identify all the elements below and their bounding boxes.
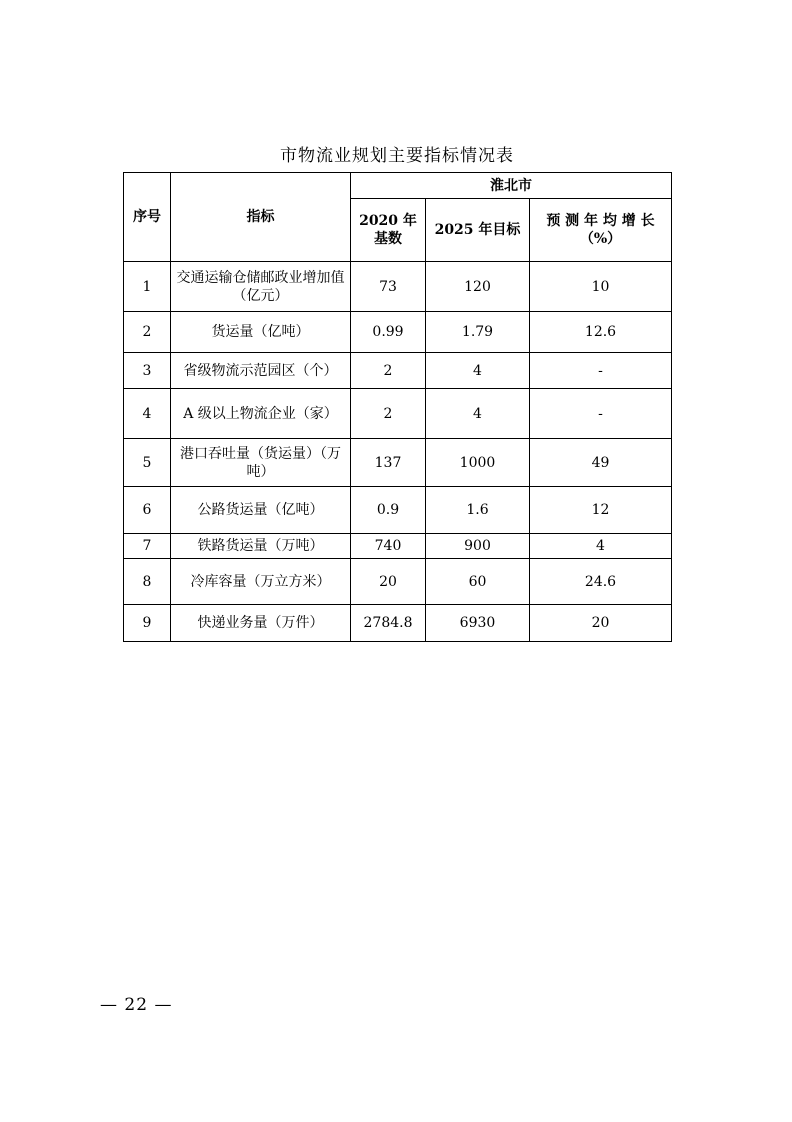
cell-indicator: 冷库容量（万立方米） (171, 559, 351, 605)
indicator-table (123, 172, 672, 642)
cell-target: 120 (426, 262, 530, 312)
header-indicator: 指标 (171, 173, 351, 262)
table-row (124, 312, 672, 353)
cell-base: 2 (351, 389, 426, 439)
cell-seq: 7 (124, 534, 171, 559)
cell-indicator: 省级物流示范园区（个） (171, 353, 351, 389)
cell-seq: 3 (124, 353, 171, 389)
cell-seq: 1 (124, 262, 171, 312)
page-number: — 22 — (100, 995, 173, 1015)
cell-base: 73 (351, 262, 426, 312)
cell-target: 6930 (426, 605, 530, 642)
cell-growth: 12.6 (530, 312, 672, 353)
cell-indicator: A 级以上物流企业（家） (171, 389, 351, 439)
cell-growth: 10 (530, 262, 672, 312)
cell-growth: 4 (530, 534, 672, 559)
table-row (124, 439, 672, 487)
table-row (124, 487, 672, 534)
table-title: 市物流业规划主要指标情况表 (280, 146, 514, 166)
cell-indicator: 交通运输仓储邮政业增加值（亿元） (171, 262, 351, 312)
cell-growth: 24.6 (530, 559, 672, 605)
cell-base: 0.99 (351, 312, 426, 353)
cell-target: 4 (426, 389, 530, 439)
table-row (124, 605, 672, 642)
cell-indicator: 货运量（亿吨） (171, 312, 351, 353)
cell-indicator: 快递业务量（万件） (171, 605, 351, 642)
cell-base: 2 (351, 353, 426, 389)
cell-target: 1000 (426, 439, 530, 487)
cell-target: 4 (426, 353, 530, 389)
header-region: 淮北市 (351, 173, 672, 199)
cell-growth: 49 (530, 439, 672, 487)
cell-growth: - (530, 389, 672, 439)
cell-seq: 9 (124, 605, 171, 642)
cell-target: 60 (426, 559, 530, 605)
cell-indicator: 公路货运量（亿吨） (171, 487, 351, 534)
header-growth: 预 测 年 均 增 长（%） (530, 199, 672, 262)
cell-seq: 5 (124, 439, 171, 487)
cell-seq: 6 (124, 487, 171, 534)
header-seq: 序号 (124, 173, 171, 262)
cell-base: 137 (351, 439, 426, 487)
cell-target: 900 (426, 534, 530, 559)
cell-base: 0.9 (351, 487, 426, 534)
cell-seq: 4 (124, 389, 171, 439)
cell-growth: 12 (530, 487, 672, 534)
cell-base: 740 (351, 534, 426, 559)
table-row (124, 353, 672, 389)
table-row (124, 262, 672, 312)
cell-growth: 20 (530, 605, 672, 642)
cell-seq: 8 (124, 559, 171, 605)
cell-base: 2784.8 (351, 605, 426, 642)
header-base: 2020 年基数 (351, 199, 426, 262)
header-target: 2025 年目标 (426, 199, 530, 262)
cell-seq: 2 (124, 312, 171, 353)
cell-indicator: 铁路货运量（万吨） (171, 534, 351, 559)
cell-indicator: 港口吞吐量（货运量）（万吨） (171, 439, 351, 487)
cell-target: 1.6 (426, 487, 530, 534)
table-row (124, 534, 672, 559)
cell-target: 1.79 (426, 312, 530, 353)
cell-growth: - (530, 353, 672, 389)
cell-base: 20 (351, 559, 426, 605)
table-row (124, 389, 672, 439)
table-row (124, 559, 672, 605)
